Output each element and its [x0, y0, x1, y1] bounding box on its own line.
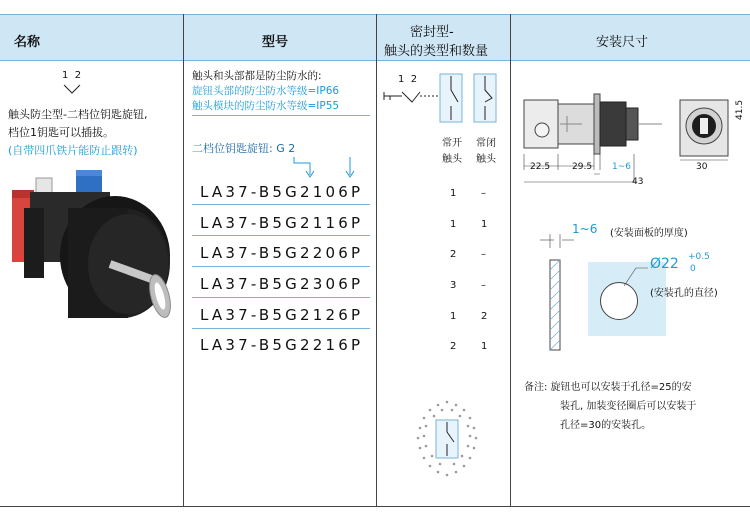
no-count-2: 1 — [450, 219, 457, 230]
model-divider-4 — [192, 297, 370, 298]
model-divider-5 — [192, 328, 370, 329]
header-model: 型号 — [262, 35, 289, 50]
model-intro-1: 触头和头部都是防尘防水的: — [192, 70, 322, 82]
contact-schematic-icon — [380, 70, 505, 130]
dim-43: 43 — [632, 177, 644, 187]
no-count-1: 1 — [450, 188, 457, 199]
nc-label-2: 触头 — [476, 154, 496, 165]
model-row-6: LA37-B5G2216P — [200, 336, 364, 354]
key-switch-symbol-icon — [60, 82, 100, 96]
nc-count-3: – — [481, 249, 486, 260]
contact-symbol-label: 1 2 — [398, 74, 418, 85]
model-divider-2 — [192, 235, 370, 236]
front-view-drawing — [676, 96, 732, 166]
side-view-drawing — [522, 84, 672, 188]
model-divider-3 — [192, 266, 370, 267]
dim-22-5: 22.5 — [530, 162, 551, 172]
dim-30: 30 — [696, 162, 708, 172]
dim-1-6: 1~6 — [612, 162, 631, 172]
intro-underline — [192, 115, 370, 116]
no-count-4: 3 — [450, 280, 457, 291]
header-contact-1: 密封型- — [410, 25, 454, 40]
nc-label-1: 常闭 — [476, 138, 496, 149]
model-row-3: LA37-B5G2206P — [200, 244, 364, 262]
name-desc-2: 档位1钥匙可以插拔。 — [8, 126, 114, 139]
key-selector-switch-image — [10, 168, 180, 333]
hole-diameter: Ø22 — [650, 256, 679, 272]
nc-count-4: – — [481, 280, 486, 291]
model-row-1: LA37-B5G2106P — [200, 183, 364, 201]
dustproof-symbol-icon — [412, 398, 482, 478]
panel-thickness-value: 1~6 — [572, 222, 598, 236]
note-line-3: 孔径=30的安装孔。 — [560, 420, 652, 431]
dim-29-5: 29.5 — [572, 162, 593, 172]
model-intro-3: 触头模块的防尘防水等级=IP55 — [192, 100, 340, 112]
hole-label: (安装孔的直径) — [650, 288, 718, 299]
name-symbol-label: 1 2 — [62, 70, 82, 81]
no-label-2: 触头 — [442, 154, 462, 165]
name-desc-3: (自带四爪铁片能防止跟转) — [8, 144, 138, 157]
model-intro-2: 旋钮头部的防尘防水等级=IP66 — [192, 85, 340, 97]
model-row-4: LA37-B5G2306P — [200, 275, 364, 293]
col-divider-1 — [183, 14, 184, 507]
nc-count-6: 1 — [481, 341, 488, 352]
header-band — [0, 14, 750, 61]
no-count-3: 2 — [450, 249, 457, 260]
nc-count-2: 1 — [481, 219, 488, 230]
model-divider-1 — [192, 204, 370, 205]
panel-thickness-drawing — [536, 230, 576, 352]
dim-41-5: 41.5 — [735, 99, 745, 120]
name-desc-1: 触头防尘型-二档位钥匙旋钮, — [8, 108, 148, 121]
model-row-5: LA37-B5G2126P — [200, 306, 364, 324]
no-label-1: 常开 — [442, 138, 462, 149]
code-pointer-arrows-icon — [290, 155, 370, 181]
hole-tol-minus: 0 — [690, 264, 696, 274]
note-line-1: 备注: 旋钮也可以安装于孔径=25的安 — [524, 382, 692, 393]
col-divider-2 — [376, 14, 377, 507]
header-contact-2: 触头的类型和数量 — [384, 44, 489, 59]
note-line-2: 装孔, 加装变径圈后可以安装于 — [560, 401, 697, 412]
no-count-5: 1 — [450, 311, 457, 322]
col-divider-3 — [510, 14, 511, 507]
model-row-2: LA37-B5G2116P — [200, 214, 364, 232]
no-count-6: 2 — [450, 341, 457, 352]
hole-leader-line-icon — [620, 264, 650, 288]
header-dims: 安装尺寸 — [596, 35, 649, 50]
nc-count-5: 2 — [481, 311, 488, 322]
table-bottom-border — [0, 506, 750, 507]
hole-tol-plus: +0.5 — [688, 252, 710, 262]
selector-label: 二档位钥匙旋钮: G 2 — [192, 142, 296, 155]
header-name: 名称 — [14, 35, 41, 50]
nc-count-1: – — [481, 188, 486, 199]
panel-thickness-label: (安装面板的厚度) — [610, 228, 688, 239]
